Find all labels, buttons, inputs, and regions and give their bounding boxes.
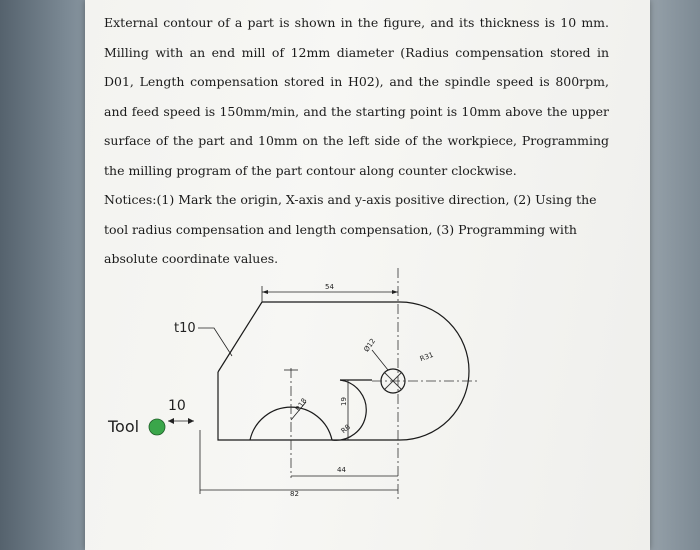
- dim-54-label: 54: [325, 283, 334, 291]
- dim-44-label: 44: [337, 466, 346, 474]
- tool-label: Tool: [108, 417, 140, 436]
- diameter-12-label: Ø12: [362, 337, 378, 354]
- problem-notices: Notices:(1) Mark the origin, X-axis and y-axis positive direction, (2) Using the tool radius compensation and length compensation, (3) Programming with absolute coordinate values.: [104, 192, 597, 266]
- dim-82-label: 82: [290, 490, 299, 498]
- thickness-leader: [198, 328, 232, 356]
- part-contour-left: [218, 372, 400, 440]
- offset-arrow-tail: [168, 418, 174, 424]
- diameter-leader: [372, 350, 388, 370]
- offset-arrow-head: [188, 418, 194, 424]
- dim-54-arrow-right: [392, 290, 398, 294]
- dim-19-label: 19: [340, 397, 348, 406]
- part-contour-slant: [218, 302, 262, 372]
- thickness-label: t10: [174, 321, 196, 336]
- problem-paragraph: External contour of a part is shown in the figure, and its thickness is 10 mm. Milling with an end mill of 12mm diameter (Radius compensation stored in D01, Length compensation stored in H02), and the spindle speed is 800rpm, and feed speed is 150mm/min, and the starting point is 10mm above the upper surface of the part and 10mm on the left side of the workpiece, Programming the milling program of the part contour along counter clockwise.: [104, 15, 609, 178]
- radius-r18-label: R18: [294, 396, 309, 413]
- radius-r31-label: R31: [418, 350, 435, 364]
- offset-label: 10: [168, 398, 186, 414]
- dim-54-arrow-left: [262, 290, 268, 294]
- radius-r8-label: R8: [339, 423, 352, 436]
- part-contour-r31-arc: [400, 302, 469, 440]
- tool-marker: [149, 419, 165, 435]
